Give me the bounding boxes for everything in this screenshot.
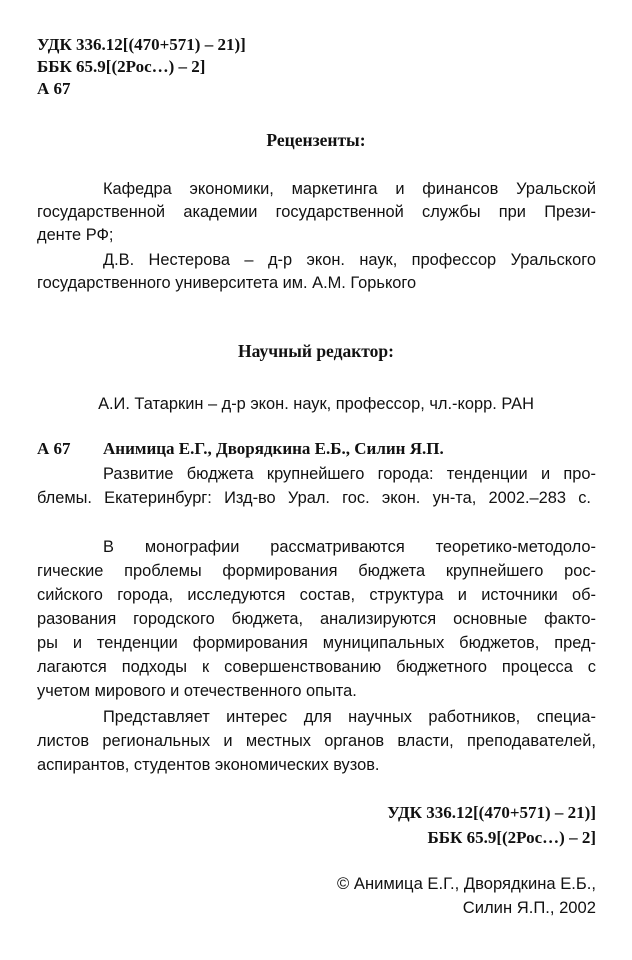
reviewer-2-line-2: государственного университета им. А.М. Горького [37,274,417,292]
abstract-p2-line-3: аспирантов, студентов экономических вузов. [37,756,380,774]
abstract-p1-line-5: ры и тенденции формирования муниципальных бюджетов, пред- [37,634,596,652]
abstract-p2-line-1: Представляет интерес для научных работников, специа- [103,708,596,726]
footer-udk-code: УДК 336.12[(470+571) – 21)] [387,803,596,822]
abstract-p1-line-1: В монографии рассматриваются теоретико-методоло- [103,538,596,556]
editor-name: А.И. Татаркин – д-р экон. наук, профессор, чл.-корр. РАН [98,395,534,413]
reviewer-1-line-1: Кафедра экономики, маркетинга и финансов Уральской [103,180,596,198]
reviewers-heading: Рецензенты: [266,130,366,150]
reviewer-2-line-1: Д.В. Нестерова – д-р экон. наук, профессор Уральского [103,251,596,269]
copyright-line-2: Силин Я.П., 2002 [462,898,596,917]
copyright-line-1: © Анимица Е.Г., Дворядкина Е.Б., [337,874,596,893]
abstract-p1-line-4: разования городского бюджета, анализируются основные факто- [37,610,596,628]
catalog-title-line-1: Развитие бюджета крупнейшего города: тенденции и про- [103,465,596,483]
catalog-code: А 67 [37,439,71,458]
author-mark: А 67 [37,79,71,98]
udk-code: УДК 336.12[(470+571) – 21)] [37,35,246,54]
reviewer-1-line-2: государственной академии государственной службы при Прези- [37,203,596,221]
catalog-title-line-2: блемы. Екатеринбург: Изд-во Урал. гос. экон. ун-та, 2002.–283 с. [37,489,591,507]
footer-bbk-code: ББК 65.9[(2Рос…) – 2] [427,828,596,847]
reviewer-1-line-3: денте РФ; [37,226,114,244]
abstract-p1-line-7: учетом мирового и отечественного опыта. [37,682,357,700]
bbk-code: ББК 65.9[(2Рос…) – 2] [37,57,206,76]
catalog-authors: Анимица Е.Г., Дворядкина Е.Б., Силин Я.П. [103,439,444,458]
abstract-p1-line-3: сийского города, исследуются состав, структура и источники об- [37,586,596,604]
abstract-p1-line-6: лагаются подходы к совершенствованию бюджетного процесса с [37,658,596,676]
abstract-p2-line-2: листов региональных и местных органов власти, преподавателей, [37,732,596,750]
editor-heading: Научный редактор: [238,341,394,361]
abstract-p1-line-2: гические проблемы формирования бюджета крупнейшего рос- [37,562,596,580]
